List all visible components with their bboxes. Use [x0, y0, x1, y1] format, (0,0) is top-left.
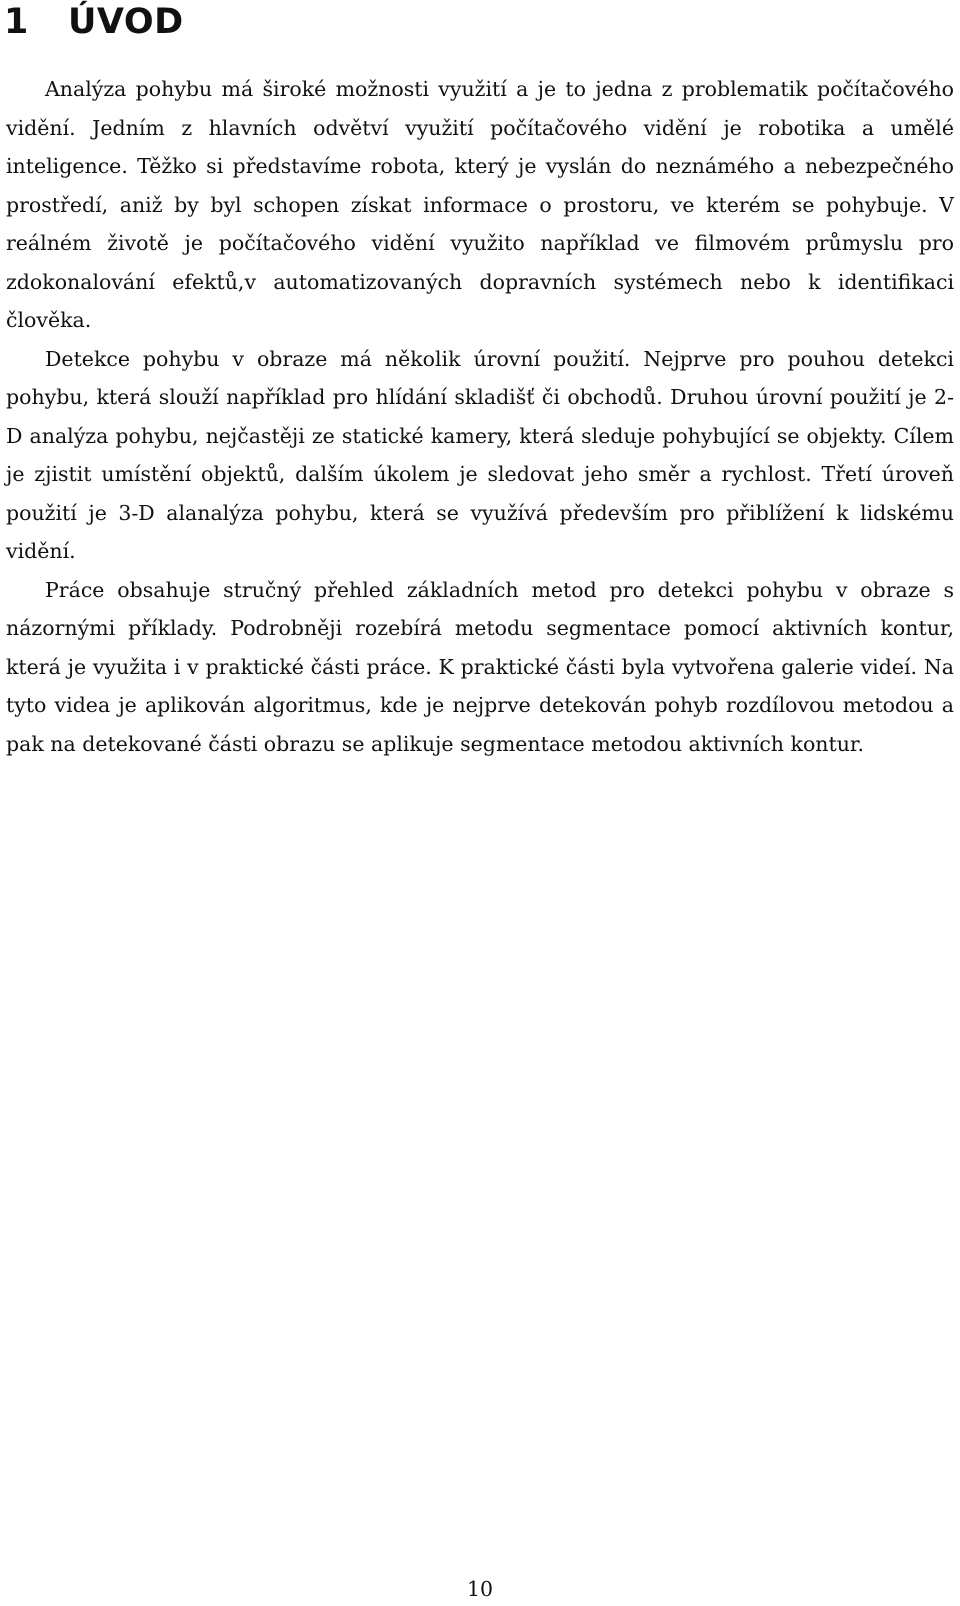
- page-number: 10: [466, 1577, 494, 1601]
- chapter-title: ÚVOD: [68, 2, 184, 42]
- chapter-heading: [4, 0, 184, 44]
- paragraph-intro: Analýza pohybu má široké možnosti využití a je to jedna z problematik počítačového vidění. Jedním z hlavních odvětví využití počítačového vidění je robotika a umělé inteligence. Těžko si představíme robota, který je vyslán do neznámého a nebezpečného prostředí, aniž by byl schopen získat informace o prostoru, ve kterém se pohybuje. V reálném životě je počítačového vidění využito například ve filmovém průmyslu pro zdokonalování efektů,v automatizovaných dopravních systémech nebo k identifikaci člověka.: [6, 77, 954, 332]
- paragraph-thesis-overview: Práce obsahuje stručný přehled základních metod pro detekci pohybu v obraze s názornými příklady. Podrobněji rozebírá metodu segmentace pomocí aktivních kontur, která je využita i v praktické části práce. K praktické části byla vytvořena galerie videí. Na tyto videa je aplikován algoritmus, kde je nejprve detekován pohyb rozdílovou metodou a pak na detekované části obrazu se aplikuje segmentace metodou aktivních kontur.: [6, 577, 954, 756]
- paragraph-motion-detection-levels: Detekce pohybu v obraze má několik úrovní použití. Nejprve pro pouhou detekci pohybu, která slouží například pro hlídání skladišť či obchodů. Druhou úrovní použití je 2-D analýza pohybu, nejčastěji ze statické kamery, která sleduje pohybující se objekty. Cílem je zjistit umístění objektů, dalším úkolem je sledovat jeho směr a rychlost. Třetí úroveň použití je 3-D alanalýza pohybu, která se využívá především pro přiblížení k lidskému vidění.: [6, 346, 954, 563]
- chapter-body: [6, 70, 954, 763]
- chapter-number: 1: [4, 2, 29, 42]
